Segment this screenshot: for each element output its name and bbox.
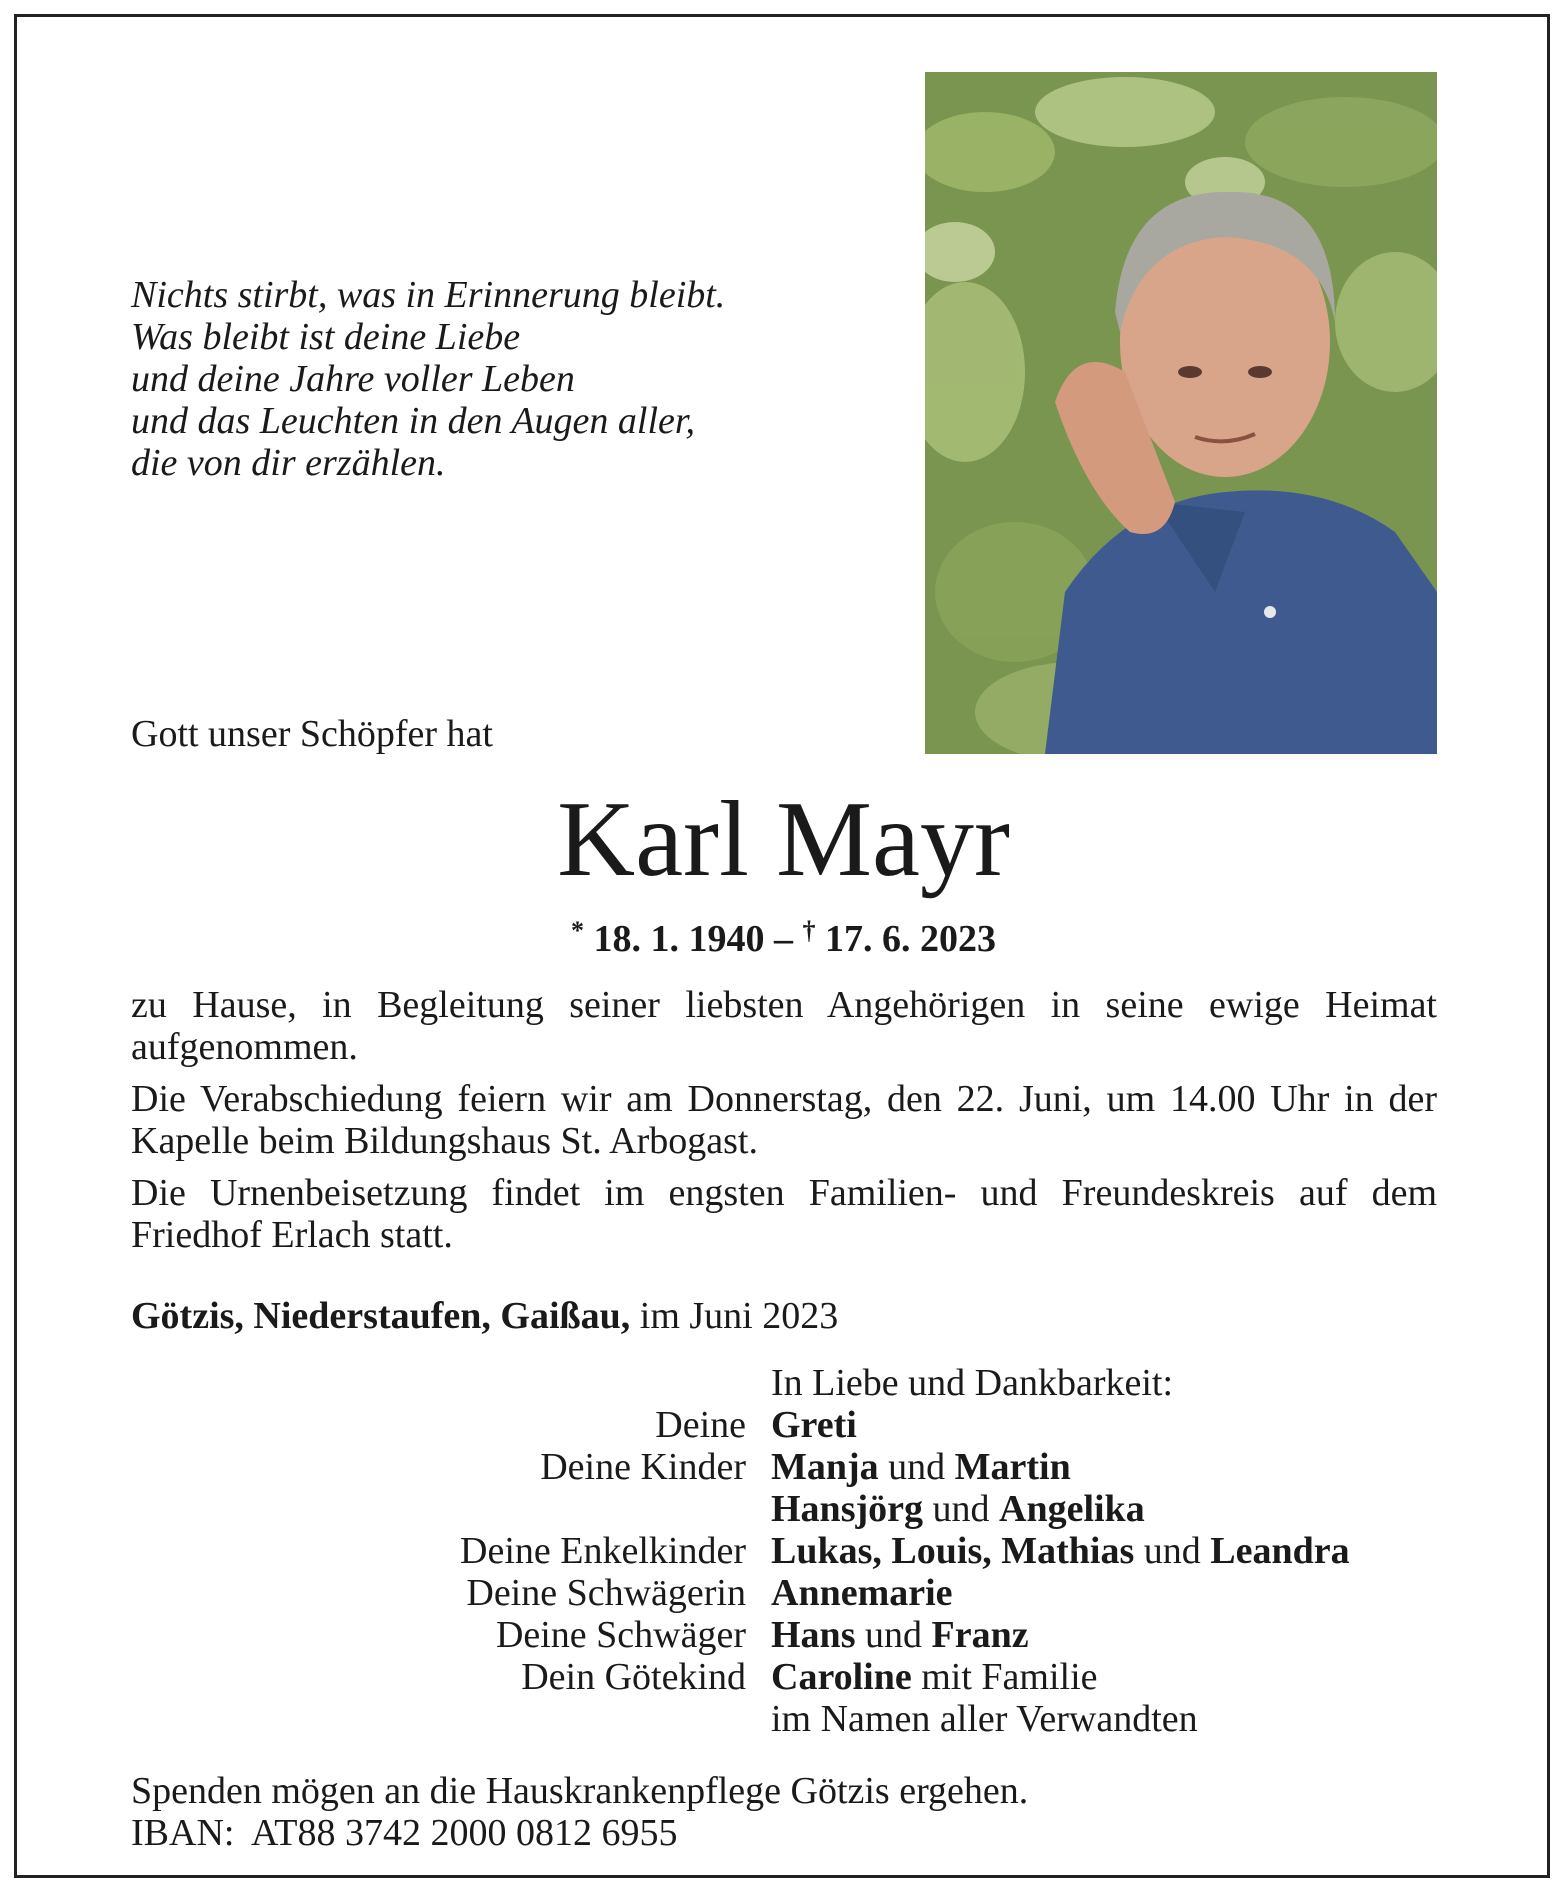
mourner-name: Manja: [771, 1446, 879, 1488]
mourner-name: Martin: [954, 1446, 1071, 1488]
mourners-closing: im Namen aller Verwandten: [771, 1698, 1198, 1740]
announcement-body: [131, 984, 1437, 1266]
paragraph-burial: Die Urnenbeisetzung findet im engsten Familien- und Freundeskreis auf dem Friedhof Erlach statt.: [131, 1172, 1437, 1256]
relation: Deine: [655, 1404, 746, 1446]
mourners-closing-row: [131, 1698, 1437, 1740]
iban-label: IBAN:: [131, 1812, 235, 1854]
poem-line: Was bleibt ist deine Liebe: [131, 316, 521, 358]
death-symbol: †: [802, 916, 816, 945]
birth-symbol: *: [571, 916, 584, 945]
poem-line: Nichts stirbt, was in Erinnerung bleibt.: [131, 274, 726, 316]
relation: Deine Schwäger: [495, 1614, 746, 1656]
mourner-row: [131, 1530, 1437, 1572]
mourners-header: In Liebe und Dankbarkeit:: [771, 1362, 1174, 1404]
date-separator: –: [774, 918, 793, 960]
place-date-line: [131, 1294, 838, 1338]
mourner-name: Hans: [771, 1614, 856, 1656]
towns: Götzis, Niederstaufen, Gaißau,: [131, 1295, 631, 1337]
mourner-name: Leandra: [1210, 1530, 1350, 1572]
poem-line: die von dir erzählen.: [131, 442, 446, 484]
iban-line: [131, 1812, 1028, 1854]
deceased-name: Karl Mayr: [557, 780, 1010, 899]
mourner-row: [131, 1488, 1437, 1530]
mourners-list: [131, 1362, 1437, 1740]
mourner-row: [131, 1656, 1437, 1698]
poem-line: und das Leuchten in den Augen aller,: [131, 400, 695, 442]
relation: Deine Schwägerin: [466, 1572, 746, 1614]
conjunction: und: [878, 1446, 955, 1488]
conjunction: und: [1134, 1530, 1211, 1572]
mourner-row: [131, 1614, 1437, 1656]
paragraph-farewell: Die Verabschiedung feiern wir am Donnerstag, den 22. Juni, um 14.00 Uhr in der Kapelle beim Bildungshaus St. Arbogast.: [131, 1078, 1437, 1162]
month-year: im Juni 2023: [639, 1295, 839, 1337]
donation-footer: [131, 1770, 1028, 1854]
relation: [131, 1488, 771, 1530]
suffix: mit Familie: [911, 1656, 1098, 1698]
mourners-header-row: [131, 1362, 1437, 1404]
memorial-poem: [131, 274, 771, 484]
relation: Dein Götekind: [521, 1656, 746, 1698]
relation: Deine Enkelkinder: [460, 1530, 746, 1572]
mourner-name: Hansjörg: [771, 1488, 923, 1530]
portrait-photo: [925, 72, 1437, 754]
mourner-row: [131, 1404, 1437, 1446]
mourner-name: Caroline: [771, 1656, 912, 1698]
mourner-row: [131, 1446, 1437, 1488]
poem-line: und deine Jahre voller Leben: [131, 358, 575, 400]
mourner-name: Franz: [931, 1614, 1029, 1656]
birth-date: 18. 1. 1940: [593, 918, 765, 960]
mourner-name: Angelika: [999, 1488, 1145, 1530]
death-date: 17. 6. 2023: [825, 918, 996, 960]
conjunction: und: [855, 1614, 932, 1656]
paragraph-homecoming: zu Hause, in Begleitung seiner liebsten Angehörigen in seine ewige Heimat aufgenommen.: [131, 984, 1437, 1068]
mourner-name: Greti: [771, 1404, 857, 1446]
mourner-name: Lukas, Louis, Mathias: [771, 1530, 1135, 1572]
donation-note: Spenden mögen an die Hauskrankenpflege Götzis ergehen.: [131, 1770, 1029, 1812]
mourner-row: [131, 1572, 1437, 1614]
mourner-name: Annemarie: [771, 1572, 953, 1614]
relation: Deine Kinder: [540, 1446, 746, 1488]
intro-line: Gott unser Schöpfer hat: [131, 713, 493, 755]
portrait-illustration: [925, 72, 1437, 754]
life-dates: [0, 908, 1567, 962]
conjunction: und: [923, 1488, 999, 1530]
iban-number: AT88 3742 2000 0812 6955: [251, 1812, 678, 1854]
